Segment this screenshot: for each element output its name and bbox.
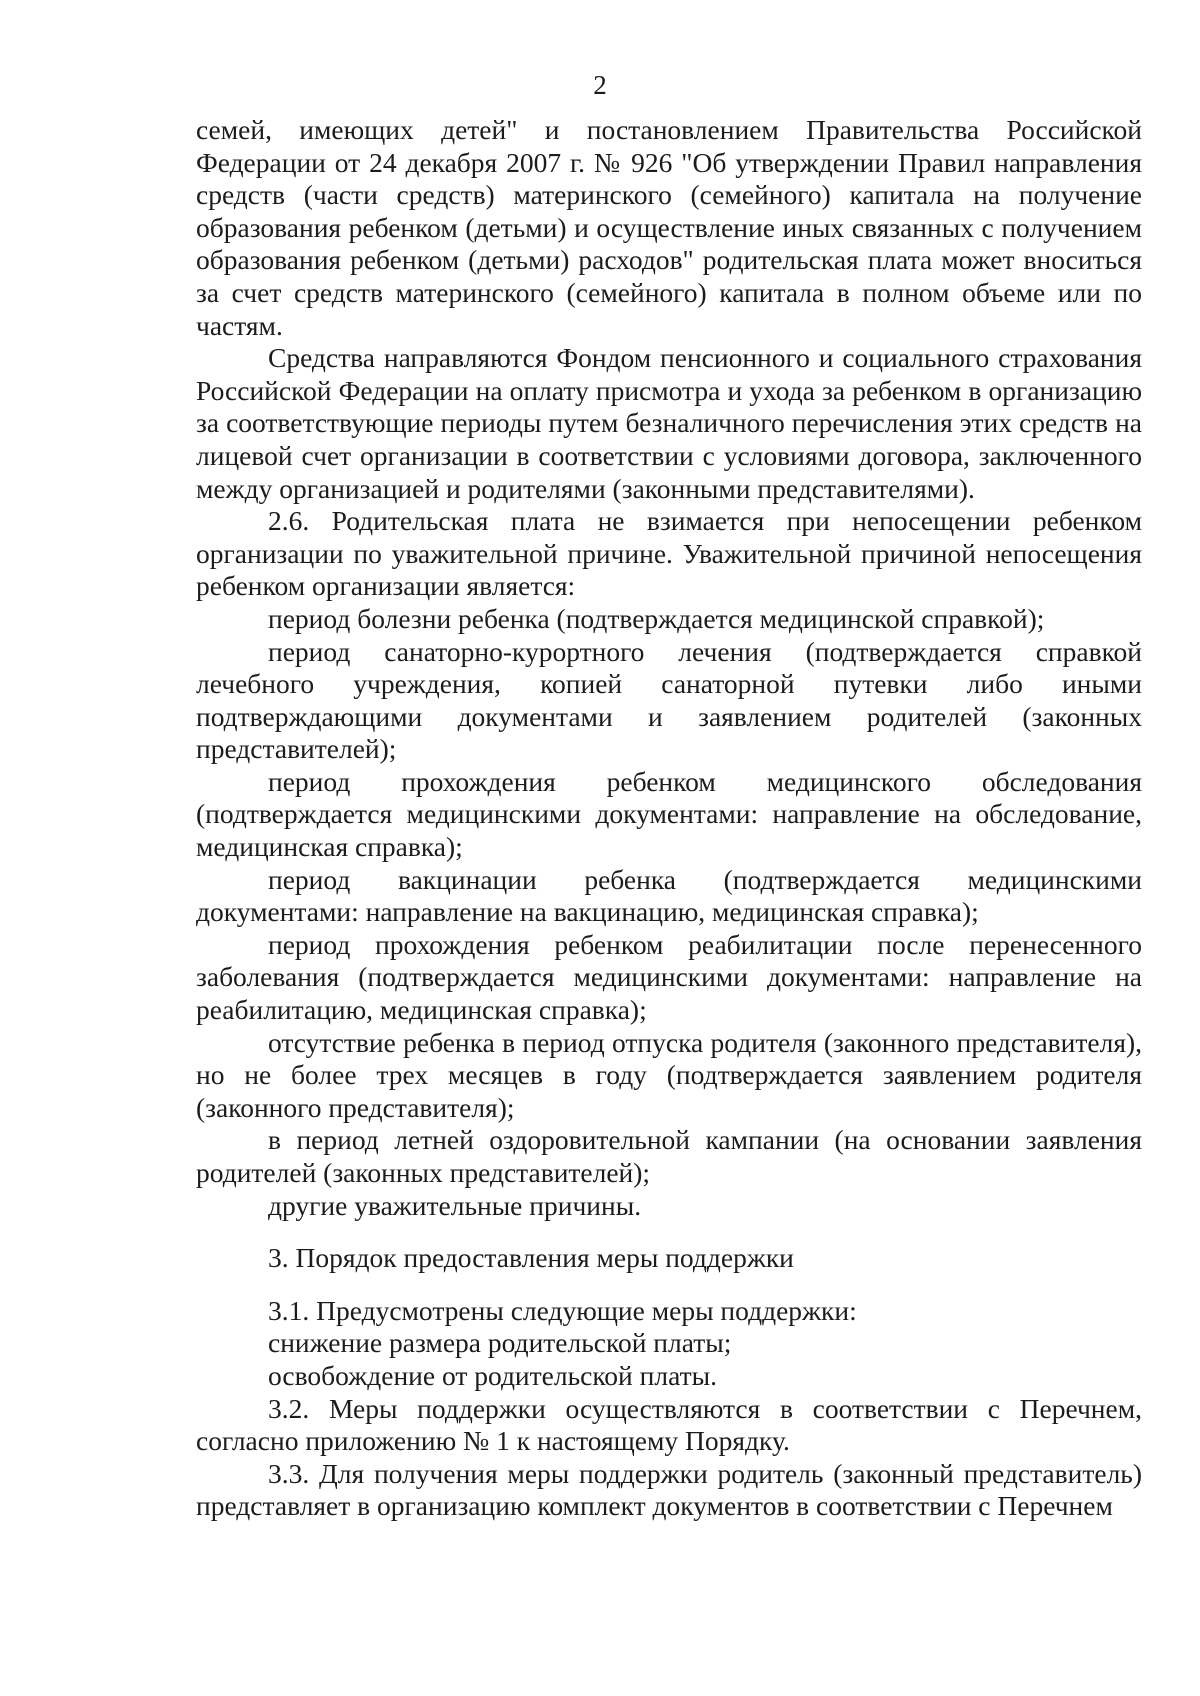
list-item: период прохождения ребенком медицинского обследования (подтверждается медицинскими документами: направление на обследование, медицинская справка); <box>196 765 1142 863</box>
list-item: снижение размера родительской платы; <box>268 1327 732 1359</box>
list-item: освобождение от родительской платы. <box>268 1359 717 1391</box>
list-item: в период летней оздоровительной кампании (на основании заявления родителей (законных представителей); <box>196 1124 1142 1188</box>
list-item: период санаторно-курортного лечения (подтверждается справкой лечебного учреждения, копией санаторной путевки либо иными подтверждающими документами и заявлением родителей (законных представителей); <box>196 635 1142 765</box>
list-item: отсутствие ребенка в период отпуска родителя (законного представителя), но не более трех месяцев в году (подтверждается заявлением родителя (законного представителя); <box>196 1026 1142 1123</box>
list-item: период прохождения ребенком реабилитации после перенесенного заболевания (подтверждается медицинскими документами: направление на реабилитацию, медицинская справка); <box>196 928 1142 1026</box>
list-item: период вакцинации ребенка (подтверждается медицинскими документами: направление на вакцинацию, медицинская справка); <box>196 863 1142 928</box>
paragraph-funds: Средства направляются Фондом пенсионного и социального страхования Российской Федерации на оплату присмотра и ухода за ребенком в организацию за соответствующие периоды путем безналичного перечисления этих средств на лицевой счет организации в соответствии с условиями договора, заключенного между организацией и родителями (законными представителями). <box>196 342 1142 504</box>
page-number: 2 <box>593 70 607 100</box>
paragraph-continuation: семей, имеющих детей" и постановлением Правительства Российской Федерации от 24 декабря 2007 г. № 926 "Об утверждении Правил направления средств (части средств) материнского (семейного) капитала на получение образования ребенком (детьми) и осуществление иных связанных с получением образования ребенком (детьми) расходов" родительская плата может вноситься за счет средств материнского (семейного) капитала в полном объеме или по частям. <box>196 114 1142 341</box>
document-body <box>196 114 1142 1523</box>
list-item: другие уважительные причины. <box>268 1189 642 1221</box>
paragraph-3-1: 3.1. Предусмотрены следующие меры поддержки: <box>268 1294 857 1326</box>
paragraph-3-2: 3.2. Меры поддержки осуществляются в соответствии с Перечнем, согласно приложению № 1 к настоящему Порядку. <box>196 1392 1142 1457</box>
list-item: период болезни ребенка (подтверждается медицинской справкой); <box>268 602 1045 634</box>
section-heading: 3. Порядок предоставления меры поддержки <box>268 1242 794 1274</box>
paragraph-2-6: 2.6. Родительская плата не взимается при непосещении ребенком организации по уважительной причине. Уважительной причиной непосещения ребенком организации является: <box>196 505 1142 602</box>
paragraph-3-3: 3.3. Для получения меры поддержки родитель (законный представитель) представляет в организацию комплект документов в соответствии с Перечнем <box>196 1457 1142 1522</box>
